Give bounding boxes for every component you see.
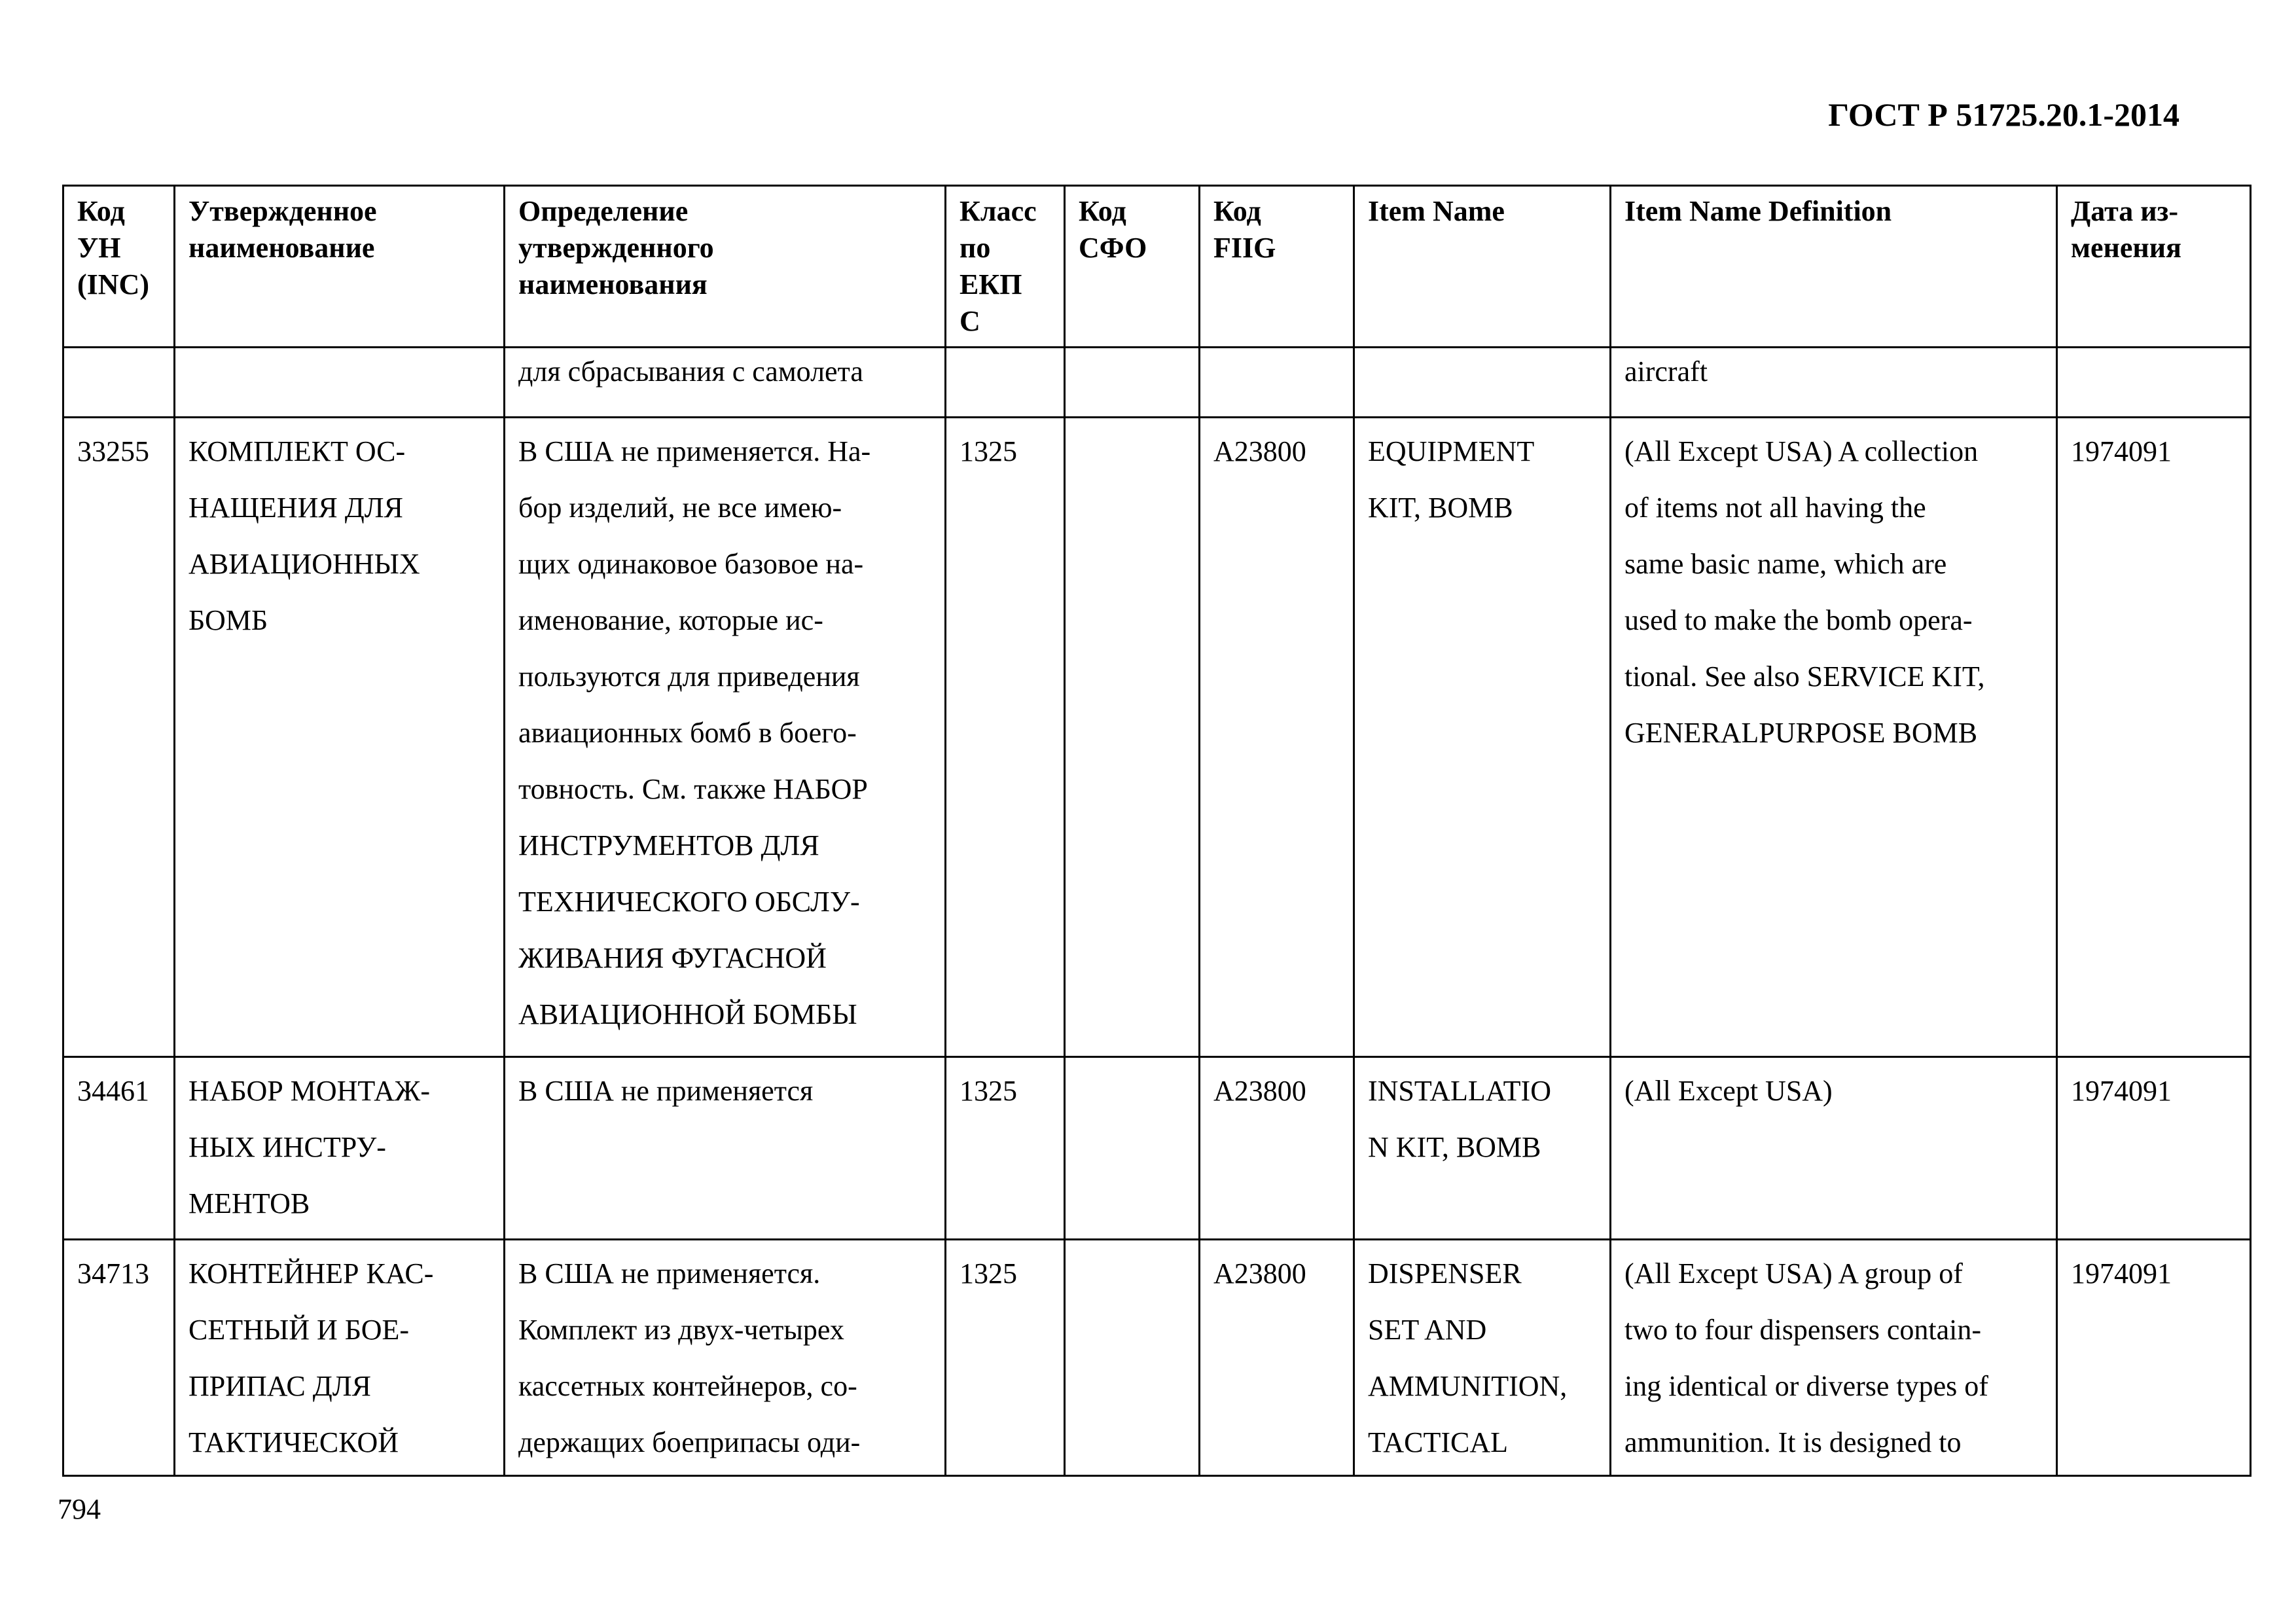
cell-approved-name: КОНТЕЙНЕР КАС- СЕТНЫЙ И БОЕ- ПРИПАС ДЛЯ ТАКТИЧЕСКОЙ (175, 1240, 505, 1476)
header-fiig: Код FIIG (1200, 186, 1354, 348)
cell-class: 1325 (946, 418, 1065, 1057)
cell-fiig: A23800 (1200, 1240, 1354, 1476)
cell-item-name-definition: (All Except USA) A collection of items not all having the same basic name, which are used to make the bomb opera- tional. See also SERVICE KIT, GENERALPURPOSE BOMB (1611, 418, 2057, 1057)
cell-class: 1325 (946, 1240, 1065, 1476)
header-code: Код УН (INC) (63, 186, 175, 348)
cell-sfo (1065, 1057, 1200, 1240)
table-row (63, 1057, 2251, 1240)
cell-fiig: A23800 (1200, 418, 1354, 1057)
cell (2057, 348, 2251, 418)
cell-name-definition: В США не применяется (505, 1057, 946, 1240)
cell (946, 348, 1065, 418)
table-header-row (63, 186, 2251, 348)
table-row (63, 418, 2251, 1057)
cell-change-date: 1974091 (2057, 1057, 2251, 1240)
header-approved-name: Утвержденное наименование (175, 186, 505, 348)
header-item-name: Item Name (1354, 186, 1611, 348)
cell-item-name-definition: (All Except USA) A group of two to four dispensers contain- ing identical or diverse types of ammunition. It is designed to (1611, 1240, 2057, 1476)
catalog-table (62, 185, 2251, 1477)
cell-name-definition: В США не применяется. Комплект из двух-четырех кассетных контейнеров, со- держащих боеприпасы оди- (505, 1240, 946, 1476)
header-name-definition: Определение утвержденного наименования (505, 186, 946, 348)
cell-name-definition: В США не применяется. На- бор изделий, не все имею- щих одинаковое базовое на- именование, которые ис- пользуются для приведения авиационных бомб в боего- товность. См. также НАБОР ИНСТРУМЕНТОВ ДЛЯ ТЕХНИЧЕСКОГО ОБСЛУ- ЖИВАНИЯ ФУГАСНОЙ АВИАЦИОННОЙ БОМБЫ (505, 418, 946, 1057)
cell (1065, 348, 1200, 418)
standard-designation: ГОСТ Р 51725.20.1-2014 (1828, 96, 2179, 133)
cell-code: 33255 (63, 418, 175, 1057)
cell (1354, 348, 1611, 418)
cell-approved-name: НАБОР МОНТАЖ- НЫХ ИНСТРУ- МЕНТОВ (175, 1057, 505, 1240)
cell-item-name: EQUIPMENT KIT, BOMB (1354, 418, 1611, 1057)
cell (1200, 348, 1354, 418)
cell (63, 348, 175, 418)
table-row (63, 1240, 2251, 1476)
cell-sfo (1065, 418, 1200, 1057)
cell-fiig: A23800 (1200, 1057, 1354, 1240)
cell-approved-name: КОМПЛЕКТ ОС- НАЩЕНИЯ ДЛЯ АВИАЦИОННЫХ БОМБ (175, 418, 505, 1057)
cell-code: 34713 (63, 1240, 175, 1476)
cell-item-name-definition: (All Except USA) (1611, 1057, 2057, 1240)
cell (175, 348, 505, 418)
cell: для сбрасывания с самолета (505, 348, 946, 418)
cell-item-name: DISPENSER SET AND AMMUNITION, TACTICAL (1354, 1240, 1611, 1476)
cell: aircraft (1611, 348, 2057, 418)
cell-sfo (1065, 1240, 1200, 1476)
cell-change-date: 1974091 (2057, 1240, 2251, 1476)
header-change-date: Дата из- менения (2057, 186, 2251, 348)
page-number: 794 (58, 1493, 101, 1525)
cell-change-date: 1974091 (2057, 418, 2251, 1057)
header-sfo: Код СФО (1065, 186, 1200, 348)
table-row-continuation (63, 348, 2251, 418)
cell-item-name: INSTALLATIO N KIT, BOMB (1354, 1057, 1611, 1240)
header-class: Класс по ЕКП С (946, 186, 1065, 348)
header-item-name-definition: Item Name Definition (1611, 186, 2057, 348)
cell-code: 34461 (63, 1057, 175, 1240)
cell-class: 1325 (946, 1057, 1065, 1240)
